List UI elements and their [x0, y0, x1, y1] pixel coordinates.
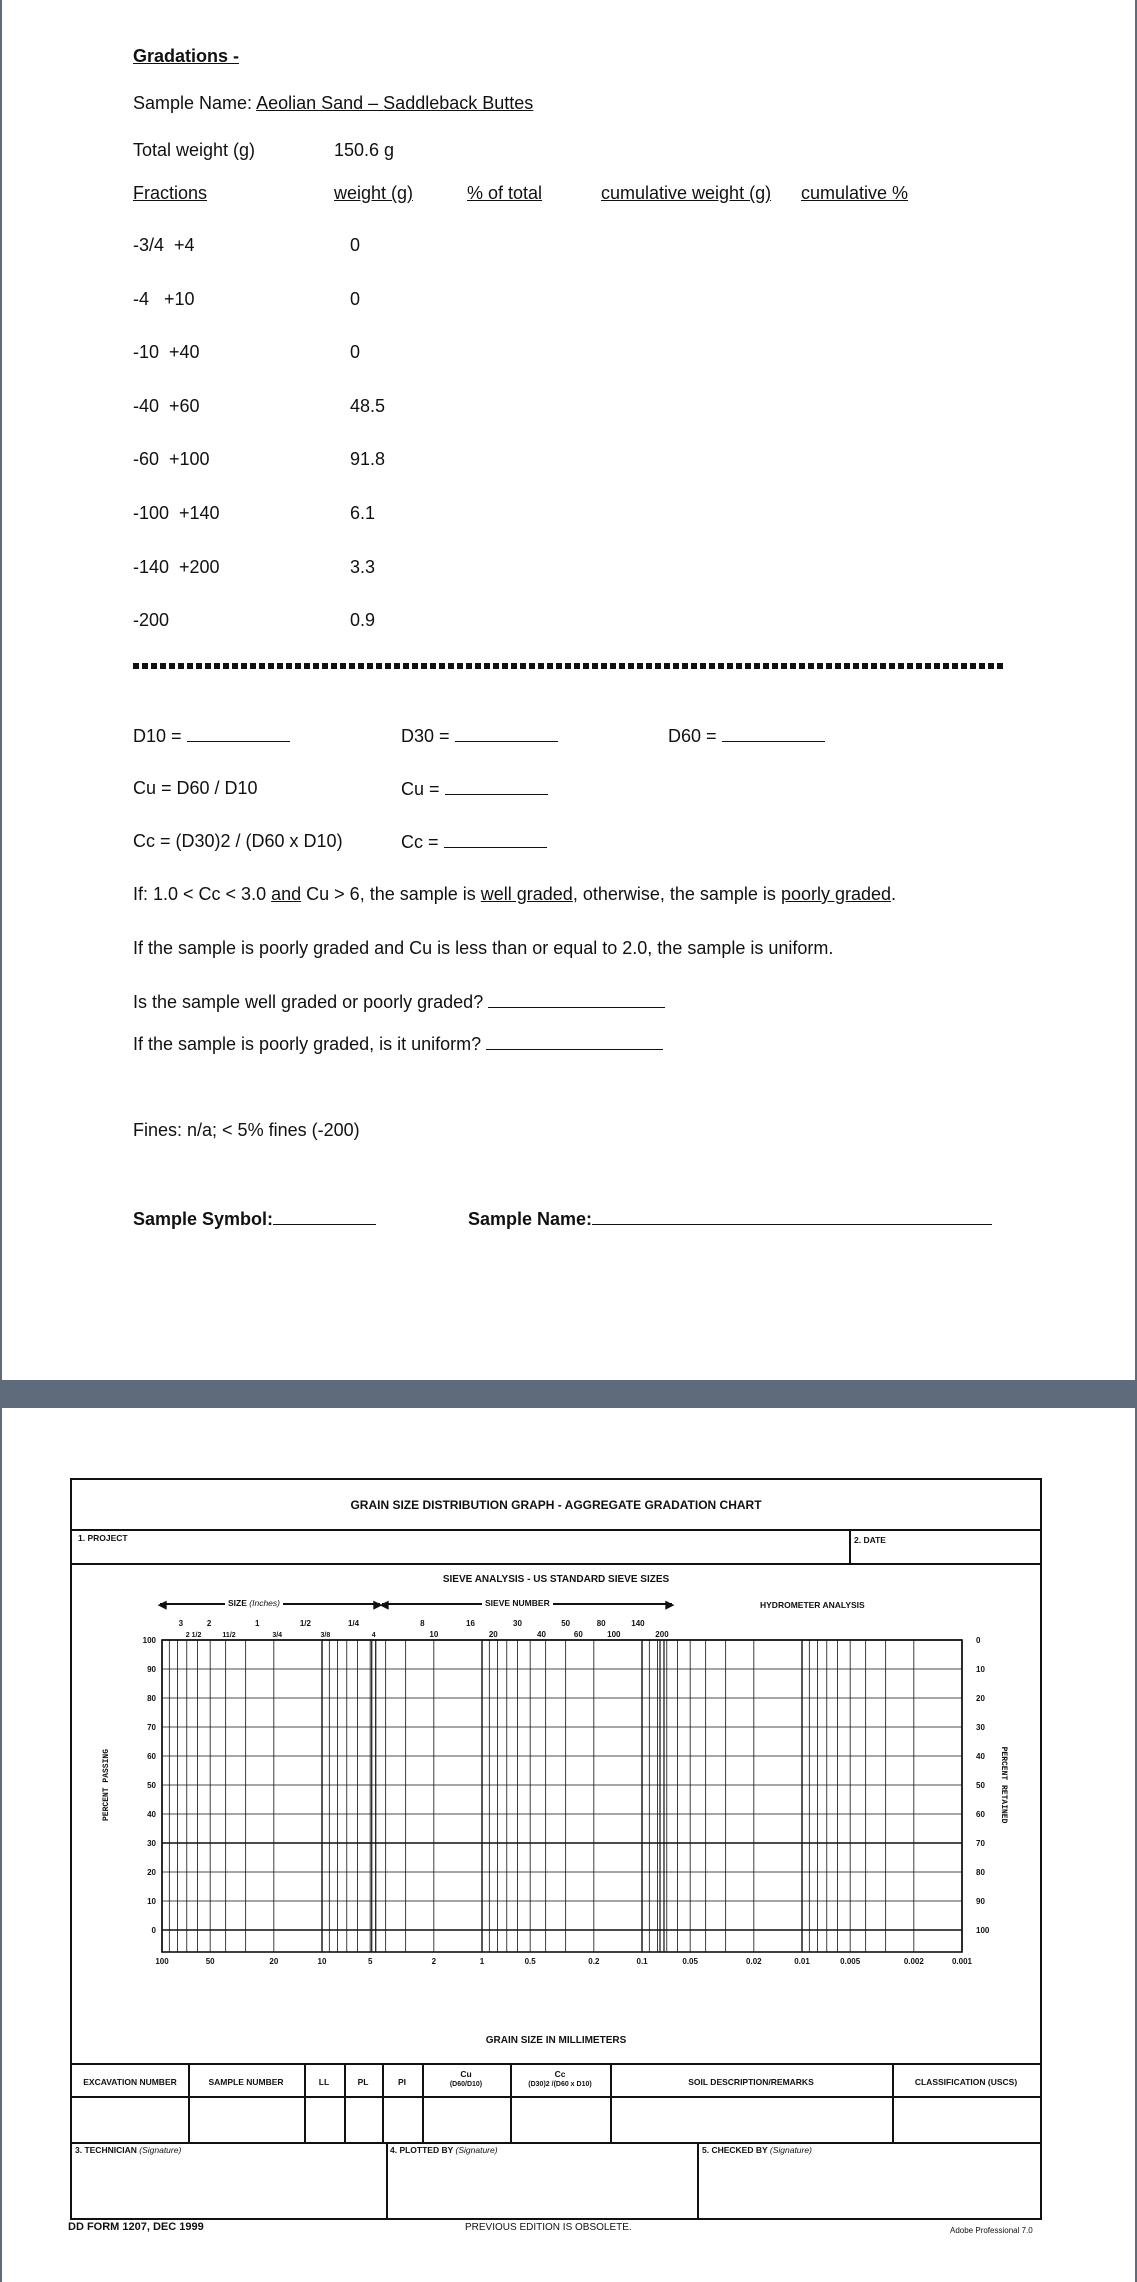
form-title: GRAIN SIZE DISTRIBUTION GRAPH - AGGREGATE GRADATION CHART	[350, 1498, 762, 1512]
col-cu: Cu	[460, 2069, 472, 2079]
form-number: DD FORM 1207, DEC 1999	[68, 2221, 204, 2233]
y-tick-label: 20	[147, 1868, 156, 1877]
x-tick-label: 2	[431, 1957, 437, 1966]
x-tick-label: 100	[155, 1957, 169, 1966]
software-credit: Adobe Professional 7.0	[950, 2226, 1033, 2235]
sieve-number-label: 8	[420, 1619, 425, 1628]
x-tick-label: 20	[269, 1957, 279, 1966]
y-tick-label-right: 20	[976, 1694, 985, 1703]
sieve-number-label: 50	[561, 1619, 571, 1628]
sample-name-value: Aeolian Sand – Saddleback Buttes	[256, 93, 534, 113]
d60-label: D60 =	[668, 726, 717, 746]
x-tick-label: 0.5	[524, 1957, 536, 1966]
form-page	[2, 1408, 1135, 2282]
d60-blank[interactable]	[722, 725, 825, 742]
rule-mid: Cu > 6, the sample is	[306, 884, 476, 904]
x-tick-label: 0.2	[588, 1957, 600, 1966]
fraction-weight: 91.8	[350, 449, 386, 470]
sieve-number-label: 200	[655, 1630, 669, 1639]
cu-row	[401, 778, 548, 800]
hydrometer-label: HYDROMETER ANALYSIS	[760, 1600, 865, 1610]
fraction-weight: 0	[350, 288, 361, 309]
total-weight-value: 150.6 g	[334, 140, 395, 160]
col-pi: PI	[397, 2077, 407, 2087]
header-fractions: Fractions	[133, 183, 208, 203]
fraction-label: -4 +10	[133, 288, 195, 309]
y-tick-label-right: 50	[976, 1781, 985, 1790]
sieve-heading: SIEVE ANALYSIS - US STANDARD SIEVE SIZES	[442, 1574, 670, 1585]
fraction-label: -3/4 +4	[133, 235, 195, 255]
rule-line	[304, 2063, 306, 2142]
header-cumulative-percent: cumulative %	[801, 183, 909, 203]
sieve-number-label: 100	[607, 1630, 621, 1639]
fraction-weight: 0.9	[350, 610, 376, 631]
size-inches-label: SIZE (Inches)	[225, 1598, 283, 1608]
sieve-number-label: 80	[596, 1619, 606, 1628]
x-tick-label: 0.005	[840, 1957, 861, 1966]
sieve-number-label: 16	[466, 1619, 475, 1628]
sample-name-label: Sample Name:	[133, 93, 253, 113]
sample-symbol-blank[interactable]	[273, 1208, 376, 1225]
col-classification: CLASSIFICATION (USCS)	[914, 2077, 1018, 2087]
x-tick-label: 0.05	[682, 1957, 698, 1966]
y-tick-label-right: 60	[976, 1810, 985, 1819]
percent-passing-label: PERCENT PASSING	[102, 1748, 111, 1822]
header-cumulative-weight: cumulative weight (g)	[601, 183, 772, 203]
rule-line	[382, 2063, 384, 2142]
col-cu-sub: (D60/D10)	[449, 2081, 483, 2088]
previous-edition-note: PREVIOUS EDITION IS OBSOLETE.	[465, 2222, 632, 2233]
gradation-form	[70, 1478, 1042, 2220]
fraction-label: -200	[133, 610, 170, 631]
plotted-by-label: 4. PLOTTED BY (Signature)	[390, 2145, 498, 2155]
dotted-divider	[133, 663, 1006, 669]
fraction-weight: 3.3	[350, 556, 376, 577]
arrow-right-icon: ▶	[665, 1599, 674, 1611]
y-tick-label: 100	[142, 1636, 156, 1645]
checked-signature-label: (Signature)	[769, 2145, 812, 2155]
checked-by-label: 5. CHECKED BY (Signature)	[702, 2145, 812, 2155]
col-soil-description: SOIL DESCRIPTION/REMARKS	[688, 2077, 814, 2087]
fraction-label: -140 +200	[133, 556, 220, 577]
inch-size-label: 2 1/2	[185, 1632, 202, 1639]
sample-name-answer-row	[468, 1208, 992, 1230]
inch-size-label: 1/2	[299, 1619, 311, 1628]
x-tick-label: 0.1	[636, 1957, 648, 1966]
x-tick-label: 1	[479, 1957, 485, 1966]
y-tick-label: 50	[147, 1781, 156, 1790]
rule-line	[892, 2063, 894, 2142]
y-tick-label: 80	[147, 1694, 156, 1703]
percent-retained-label: PERCENT RETAINED	[999, 1746, 1008, 1824]
fraction-label: -40 +60	[133, 395, 200, 416]
question-uniform	[133, 1033, 663, 1055]
question-uniform-blank[interactable]	[486, 1033, 663, 1050]
question-graded	[133, 991, 665, 1013]
x-tick-label: 0.01	[794, 1957, 810, 1966]
header-percent: % of total	[467, 183, 543, 203]
page-title: Gradations -	[133, 46, 240, 66]
inch-size-label: 4	[371, 1632, 376, 1639]
d10-blank[interactable]	[187, 725, 290, 742]
fraction-label: -10 +40	[133, 342, 200, 363]
col-cc-sub: (D30)2 /(D60 x D10)	[528, 2081, 592, 2088]
question-graded-blank[interactable]	[488, 991, 665, 1008]
d30-blank[interactable]	[455, 725, 558, 742]
project-label: 1. PROJECT	[78, 1533, 128, 1543]
y-tick-label: 10	[147, 1897, 156, 1906]
date-label: 2. DATE	[854, 1535, 886, 1545]
cc-row	[401, 831, 547, 853]
fraction-weight: 0	[350, 235, 361, 255]
rule-and: and	[271, 884, 302, 904]
cc-formula: Cc = (D30)2 / (D60 x D10)	[133, 831, 343, 851]
header-weight: weight (g)	[334, 183, 414, 203]
sample-symbol-label: Sample Symbol:	[133, 1209, 274, 1229]
rule-well-graded: well graded	[480, 884, 573, 904]
y-tick-label: 0	[151, 1926, 156, 1935]
d10-row	[133, 725, 290, 747]
question-uniform-text: If the sample is poorly graded, is it uniform?	[133, 1034, 482, 1054]
rule-line	[386, 2142, 388, 2220]
inch-size-label: 1	[255, 1619, 260, 1628]
y-tick-label-right: 100	[976, 1926, 990, 1935]
rule-line	[72, 2063, 1040, 2065]
technician-signature-label: (Signature)	[139, 2145, 182, 2155]
x-tick-label: 0.002	[903, 1957, 924, 1966]
x-tick-label: 10	[317, 1957, 327, 1966]
rule-line	[610, 2063, 612, 2142]
inch-size-label: 11/2	[222, 1632, 236, 1639]
sample-name-answer-label: Sample Name:	[468, 1209, 593, 1229]
grading-rule: If: 1.0 < Cc < 3.0 and Cu > 6, the sample is well graded, otherwise, the sample is poorly graded.	[133, 884, 897, 904]
rule-line	[72, 1529, 1040, 1531]
d30-row	[401, 725, 558, 747]
y-tick-label: 30	[147, 1839, 156, 1848]
rule-line	[697, 2142, 699, 2220]
x-axis-label: GRAIN SIZE IN MILLIMETERS	[485, 2035, 627, 2046]
d60-row	[668, 725, 825, 747]
fraction-weight: 0	[350, 342, 361, 363]
rule-line	[72, 2096, 1040, 2098]
x-tick-label: 0.02	[746, 1957, 762, 1966]
d30-label: D30 =	[401, 726, 450, 746]
col-pl: PL	[357, 2077, 369, 2087]
technician-label: 3. TECHNICIAN (Signature)	[75, 2145, 182, 2155]
rule-line	[72, 1563, 1040, 1565]
y-tick-label: 60	[147, 1752, 156, 1761]
arrow-left-icon: ◀	[380, 1599, 389, 1611]
sieve-number-label: 40	[537, 1630, 546, 1639]
col-sample-number: SAMPLE NUMBER	[208, 2077, 284, 2087]
inch-size-label: 2	[206, 1619, 212, 1628]
fraction-label: -60 +100	[133, 449, 210, 470]
sample-name-answer-blank[interactable]	[592, 1208, 992, 1225]
fines-note: Fines: n/a; < 5% fines (-200)	[133, 1120, 360, 1140]
y-tick-label-right: 0	[976, 1636, 981, 1645]
fraction-label: -100 +140	[133, 503, 220, 523]
y-tick-label: 40	[147, 1810, 156, 1819]
rule-prefix: If: 1.0 < Cc < 3.0	[133, 884, 267, 904]
y-tick-label-right: 90	[976, 1897, 985, 1906]
sieve-number-label: SIEVE NUMBER	[482, 1598, 553, 1608]
rule-line	[188, 2063, 190, 2142]
x-tick-label: 50	[205, 1957, 215, 1966]
rule-poorly-graded: poorly graded	[780, 884, 892, 904]
plot-frame	[162, 1640, 962, 1952]
y-tick-label-right: 40	[976, 1752, 985, 1761]
sample-name-row	[133, 93, 533, 114]
inch-size-label: 3	[178, 1619, 184, 1628]
y-tick-label-right: 70	[976, 1839, 985, 1848]
y-tick-label: 70	[147, 1723, 156, 1732]
x-tick-label: 5	[367, 1957, 373, 1966]
col-ll: LL	[318, 2077, 330, 2087]
y-tick-label-right: 80	[976, 1868, 985, 1877]
fraction-weight: 6.1	[350, 503, 376, 523]
col-cc: Cc	[554, 2069, 566, 2079]
sample-symbol-row	[133, 1208, 376, 1230]
inch-size-label: 3/4	[272, 1632, 283, 1639]
sieve-number-label: 10	[429, 1630, 439, 1639]
grain-size-chart	[72, 1610, 1040, 2040]
worksheet-page	[2, 0, 1135, 1380]
arrow-right-icon: ▶	[373, 1599, 382, 1611]
arrow-left-icon: ◀	[158, 1599, 167, 1611]
y-tick-label-right: 30	[976, 1723, 985, 1732]
rule-line	[344, 2063, 346, 2142]
uniform-rule: If the sample is poorly graded and Cu is less than or equal to 2.0, the sample is uniform.	[133, 938, 834, 958]
fraction-weight: 48.5	[350, 395, 386, 416]
y-tick-label: 90	[147, 1665, 156, 1674]
rule-line	[72, 2142, 1040, 2144]
inch-size-label: 1/4	[347, 1619, 360, 1628]
cc-label: Cc =	[401, 832, 439, 852]
cu-label: Cu =	[401, 779, 440, 799]
total-weight-label: Total weight (g)	[133, 140, 256, 160]
x-tick-label: 0.001	[951, 1957, 973, 1966]
cu-formula: Cu = D60 / D10	[133, 778, 258, 798]
inch-size-label: 3/8	[320, 1632, 331, 1639]
sieve-number-label: 60	[573, 1630, 583, 1639]
sieve-number-label: 20	[488, 1630, 498, 1639]
cc-blank[interactable]	[444, 831, 547, 848]
question-graded-text: Is the sample well graded or poorly graded?	[133, 992, 484, 1012]
cu-blank[interactable]	[445, 778, 548, 795]
rule-line	[849, 1529, 851, 1563]
plotted-signature-label: (Signature)	[455, 2145, 498, 2155]
rule-otherwise: , otherwise, the sample is	[572, 884, 776, 904]
d10-label: D10 =	[133, 726, 182, 746]
sieve-number-label: 140	[631, 1619, 645, 1628]
y-tick-label-right: 10	[976, 1665, 985, 1674]
col-excavation-number: EXCAVATION NUMBER	[83, 2077, 177, 2087]
sieve-number-label: 30	[513, 1619, 522, 1628]
